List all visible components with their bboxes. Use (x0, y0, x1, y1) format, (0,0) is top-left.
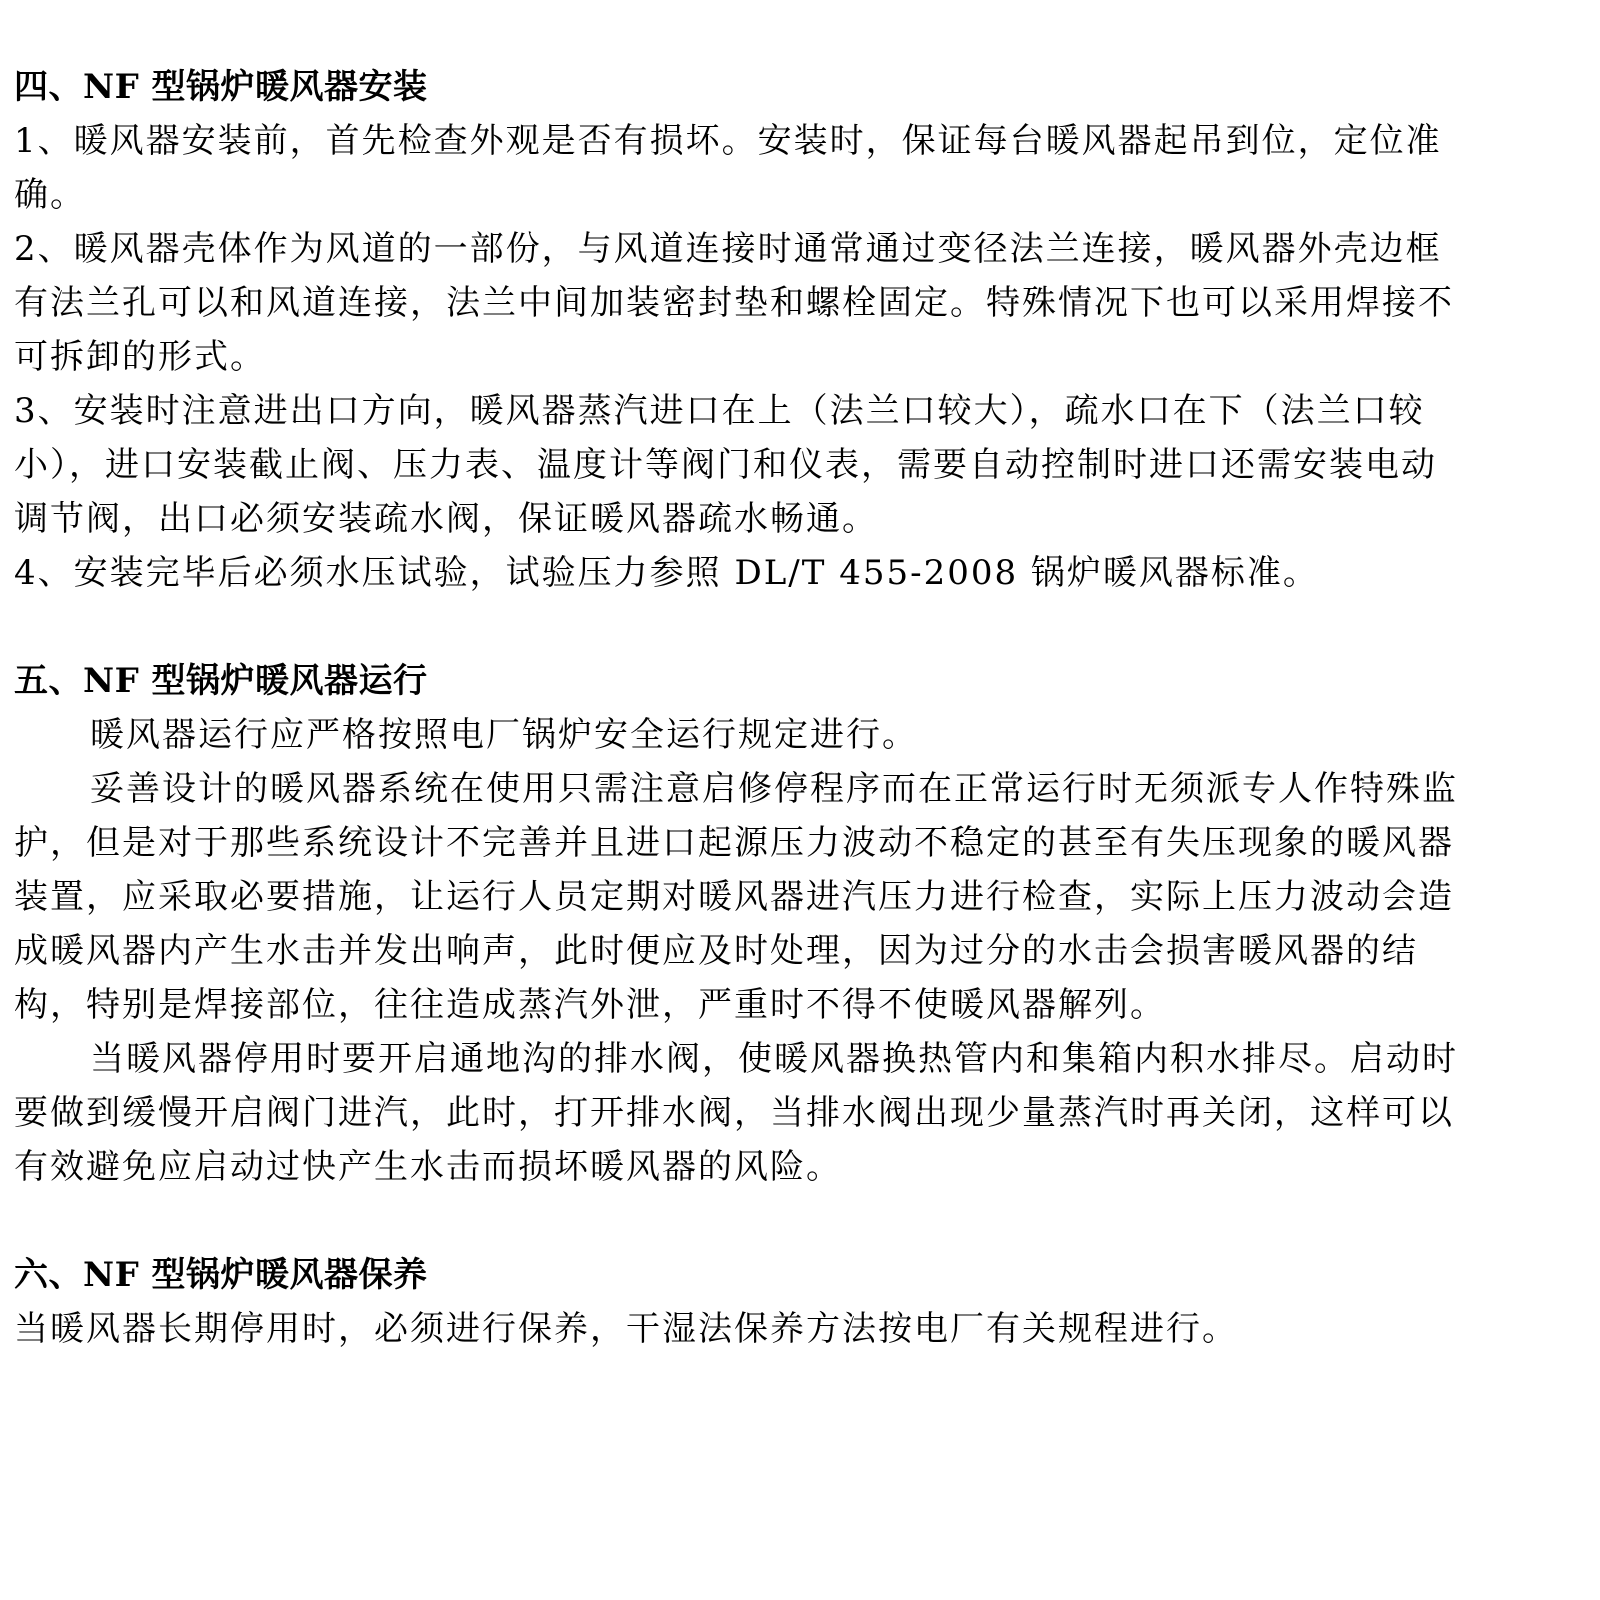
paragraph: 当暖风器长期停用时，必须进行保养，干湿法保养方法按电厂有关规程进行。 (14, 1309, 1238, 1349)
section-installation (14, 60, 1464, 600)
document-page (14, 60, 1464, 1356)
section-maintenance (14, 1248, 1464, 1356)
section-operation (14, 654, 1464, 1194)
section-heading: 四、NF 型锅炉暖风器安装 (14, 67, 428, 107)
paragraph: 3、安装时注意进出口方向，暖风器蒸汽进口在上（法兰口较大），疏水口在下（法兰口较小），进口安装截止阀、压力表、温度计等阀门和仪表，需要自动控制时进口还需安装电动调节阀，出口必须安装疏水阀，保证暖风器疏水畅通。 (14, 391, 1437, 539)
paragraph: 1、暖风器安装前，首先检查外观是否有损坏。安装时，保证每台暖风器起吊到位，定位准确。 (14, 121, 1442, 215)
paragraph: 妥善设计的暖风器系统在使用只需注意启修停程序而在正常运行时无须派专人作特殊监护，但是对于那些系统设计不完善并且进口起源压力波动不稳定的甚至有失压现象的暖风器装置，应采取必要措施，让运行人员定期对暖风器进汽压力进行检查，实际上压力波动会造成暖风器内产生水击并发出响声，此时便应及时处理，因为过分的水击会损害暖风器的结构，特别是焊接部位，往往造成蒸汽外泄，严重时不得不使暖风器解列。 (14, 769, 1458, 1025)
section-heading: 五、NF 型锅炉暖风器运行 (14, 661, 428, 701)
section-spacer (14, 1194, 1464, 1248)
paragraph: 暖风器运行应严格按照电厂锅炉安全运行规定进行。 (90, 715, 918, 755)
paragraph: 2、暖风器壳体作为风道的一部份，与风道连接时通常通过变径法兰连接，暖风器外壳边框有法兰孔可以和风道连接，法兰中间加装密封垫和螺栓固定。特殊情况下也可以采用焊接不可拆卸的形式。 (14, 229, 1454, 377)
paragraph: 当暖风器停用时要开启通地沟的排水阀，使暖风器换热管内和集箱内积水排尽。启动时要做到缓慢开启阀门进汽，此时，打开排水阀，当排水阀出现少量蒸汽时再关闭，这样可以有效避免应启动过快产生水击而损坏暖风器的风险。 (14, 1039, 1458, 1187)
paragraph: 4、安装完毕后必须水压试验，试验压力参照 DL/T 455-2008 锅炉暖风器标准。 (14, 553, 1319, 593)
section-heading: 六、NF 型锅炉暖风器保养 (14, 1255, 428, 1295)
section-spacer (14, 600, 1464, 654)
